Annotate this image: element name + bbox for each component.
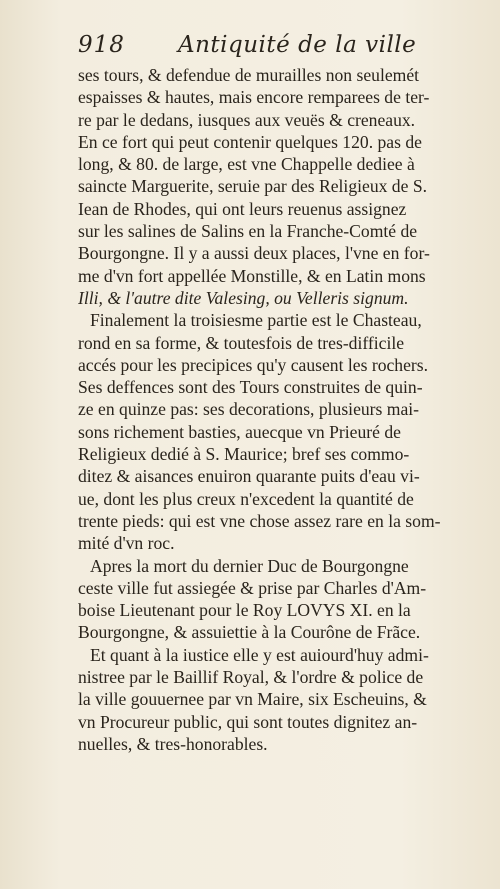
text-line: ze en quinze pas: ses decorations, plusieurs mai- [78, 399, 420, 420]
text-line: boise Lieutenant pour le Roy LOVYS XI. en la [78, 600, 411, 621]
paragraph-start-line: Finalement la troisiesme partie est le Chasteau, [90, 310, 422, 331]
text-line: Illi, & l'autre dite Valesing, ou Velleris signum. [78, 287, 409, 308]
text-line: Iean de Rhodes, qui ont leurs reuenus assignez [78, 198, 407, 219]
text-line: nuelles, & tres-honorables. [78, 733, 268, 754]
text-line: accés pour les precipices qu'y causent les rochers. [78, 354, 429, 375]
paragraph-start-line: Apres la mort du dernier Duc de Bourgongne [90, 555, 409, 576]
text-line: Bourgongne. Il y a aussi deux places, l'vne en for- [78, 243, 430, 264]
text-line: Ses deffences sont des Tours construites de quin- [78, 377, 423, 398]
page-number: 918 [78, 32, 125, 58]
text-line: long, & 80. de large, est vne Chappelle dediee à [78, 154, 415, 175]
text-line: ceste ville fut assiegée & prise par Charles d'Am- [78, 577, 427, 598]
text-line: ditez & aisances enuiron quarante puits d'eau vi- [78, 466, 420, 487]
text-line: me d'vn fort appellée Monstille, & en Latin mons [78, 265, 426, 286]
text-line: re par le dedans, iusques aux veuës & creneaux. [78, 109, 416, 130]
body-text [78, 64, 476, 755]
text-line: rond en sa forme, & toutesfois de tres-difficile [78, 332, 405, 353]
text-line: En ce fort qui peut contenir quelques 120. pas de [78, 131, 422, 152]
paragraph-start-line: Et quant à la iustice elle y est auiourd'huy admi- [90, 644, 429, 665]
text-line: mité d'vn roc. [78, 533, 175, 554]
running-title: Antiquité de la ville [178, 32, 417, 58]
text-line: la ville gouuernee par vn Maire, six Escheuins, & [78, 689, 427, 710]
text-line: sur les salines de Salins en la Franche-Comté de [78, 221, 418, 242]
text-line: ses tours, & defendue de murailles non seulemét [78, 65, 420, 85]
text-line: nistree par le Baillif Royal, & l'ordre & police de [78, 667, 424, 688]
page-header [70, 28, 470, 68]
text-line: espaisses & hautes, mais encore remparees de ter- [78, 87, 430, 108]
text-line: ue, dont les plus creux n'excedent la quantité de [78, 488, 414, 509]
text-line: sons richement basties, auecque vn Prieuré de [78, 421, 401, 442]
text-line: trente pieds: qui est vne chose assez rare en la som- [78, 510, 441, 531]
text-line: Religieux dedié à S. Maurice; bref ses commo- [78, 444, 410, 465]
text-line: vn Procureur public, qui sont toutes dignitez an- [78, 711, 418, 732]
text-line: saincte Marguerite, seruie par des Religieux de S. [78, 176, 427, 197]
text-line: Bourgongne, & assuiettie à la Courône de Frãce. [78, 622, 421, 643]
